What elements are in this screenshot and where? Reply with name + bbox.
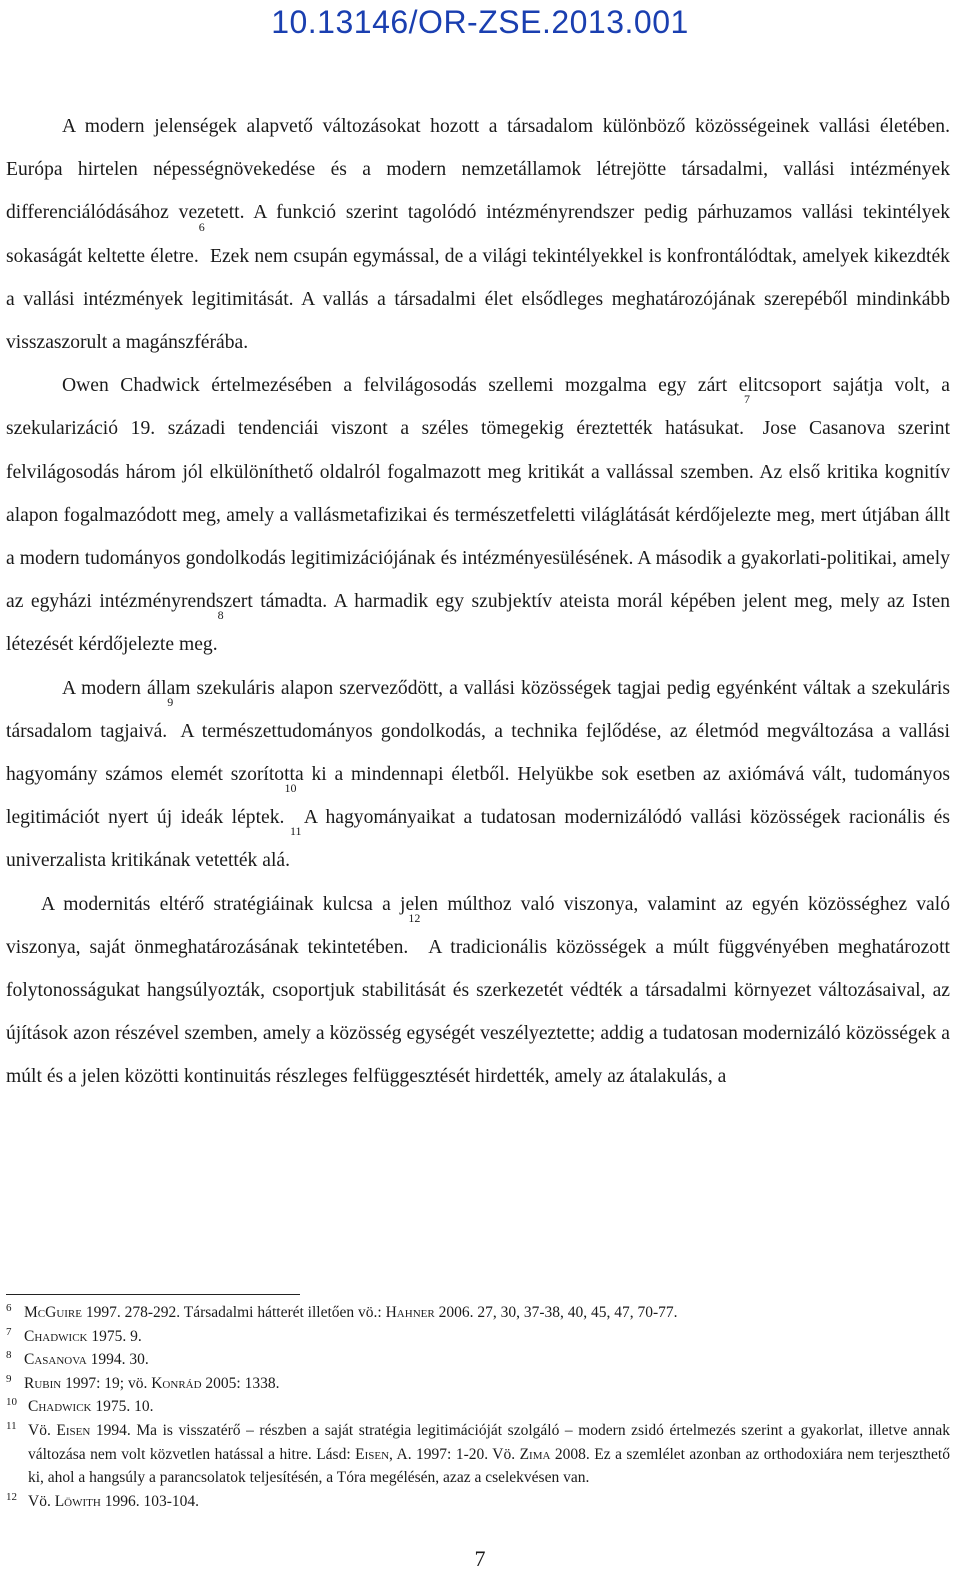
footnote: [6, 1301, 950, 1325]
text-run: 1994. Ma is visszatérő – részben a saját stratégia legitimációját szolgáló – modern zsidó értelmezés szerint a gyakorlat, illetve annak változása nem volt közvetlen hatással a hitre. Lásd:: [28, 1421, 950, 1463]
footnote-number: 7: [6, 1325, 12, 1338]
text-run: 1997. 278-292. Társadalmi hátterét illetően vö.:: [81, 1304, 386, 1321]
footnote-number: 10: [6, 1396, 17, 1409]
paragraph: [6, 667, 950, 883]
footnote-number: 6: [6, 1302, 12, 1314]
text-run: Ezek nem csupán egymással, de a világi tekintélyekkel is konfrontálódtak, amelyek kikezdték a vallási intézmények legitimitását. A vallás a társadalmi élet elsődleges meghatározójának szerepéből mindinkább visszaszorult a magánszférába.: [6, 245, 950, 354]
text-run: A modernitás eltérő stratégiáinak kulcsa a jelen múlthoz való viszonya, valamint az egyén közösséghez való viszonya, saját önmeghatározásának tekintetében.: [6, 893, 950, 958]
text-run: 2005: 1338.: [201, 1374, 280, 1392]
footnote-separator: [6, 1294, 300, 1295]
footnote: [6, 1419, 950, 1490]
footnote: [6, 1490, 950, 1514]
author-name: Löwith: [54, 1492, 101, 1510]
footnote-reference: 8: [217, 608, 224, 623]
text-run: 1997: 19; vö.: [61, 1374, 152, 1392]
text-run: 1994. 30.: [86, 1351, 149, 1369]
paragraph: [6, 883, 950, 1099]
author-name: Konrád: [151, 1374, 202, 1392]
author-name: McGuire: [24, 1304, 82, 1321]
footnote: [6, 1348, 950, 1372]
footnotes: [6, 1301, 950, 1513]
author-name: Rubin: [24, 1374, 62, 1392]
text-run: Vö.: [28, 1492, 55, 1510]
footnote-reference: 11: [290, 824, 302, 839]
paragraph: [6, 364, 950, 666]
author-name: Zima: [519, 1445, 551, 1463]
paragraph: [6, 105, 950, 364]
text-run: 2006. 27, 30, 37-38, 40, 45, 47, 70-77.: [434, 1304, 678, 1321]
footnote-reference: 6: [198, 219, 205, 234]
footnote-number: 9: [6, 1372, 12, 1385]
footnote-number: 8: [6, 1349, 12, 1362]
author-name: Eisen: [56, 1421, 91, 1439]
footnote: [6, 1395, 950, 1419]
text-run: A tradicionális közösségek a múlt függvényében meghatározott folytonosságukat hangsúlyozták, csoportjuk stabilitását és szerkezetét védték a társadalmi környezet változásaival, az újítások azon részével szemben, amely a közösség egységét veszélyeztette; addig a tudatosan modernizáló közösségek a múlt és a jelen közötti kontinuitás részleges felfüggesztését hirdették, amely az átalakulás, a: [6, 936, 950, 1088]
author-name: Casanova: [24, 1351, 87, 1369]
page-number: 7: [474, 1546, 486, 1571]
author-name: Chadwick: [24, 1327, 88, 1345]
footnote-number: 12: [6, 1490, 17, 1503]
text-run: 1996. 103-104.: [100, 1492, 199, 1510]
footnote-reference: 10: [284, 781, 297, 796]
text-run: 1975. 10.: [91, 1398, 154, 1416]
text-run: Owen Chadwick értelmezésében a felvilágosodás szellemi mozgalma egy zárt elitcsoport sajátja volt, a szekularizáció 19. századi tendenciái viszont a széles tömegekig éreztették hatásukat.: [6, 375, 950, 440]
footnote-reference: 7: [744, 392, 751, 407]
author-name: Chadwick: [28, 1398, 92, 1416]
footnote-reference: 12: [408, 910, 421, 925]
text-run: A modern jelenségek alapvető változásokat hozott a társadalom különböző közösségeinek vallási életében. Európa hirtelen népességnövekedése és a modern nemzetállamok létrejötte társadalmi, vallási intézmények differenciálódásához vezetett. A funkció szerint tagolódó intézményrendszer pedig párhuzamos vallási tekintélyek sokaságát keltette életre.: [6, 116, 950, 267]
author-name: Eisen: [355, 1445, 390, 1463]
text-run: A modern állam szekuláris alapon szerveződött, a vallási közösségek tagjai pedig egyénként váltak a szekuláris társadalom tagjaivá.: [6, 677, 950, 742]
doi-header[interactable]: 10.13146/OR-ZSE.2013.001: [271, 4, 689, 40]
footnote: [6, 1372, 950, 1396]
text-run: Jose Casanova szerint felvilágosodás három jól elkülöníthető oldalról fogalmazott meg kritikát a vallással szemben. Az első kritika kognitív alapon fogalmazódott meg, amely a vallásmetafizikai és természetfeletti világlátását kérdőjelezte meg, mert útjában állt a modern tudományos gondolkodás legitimizációjának és intézményesülésének. A második a gyakorlati-politikai, amely az egyházi intézményrendszert támadta. A harmadik egy szubjektív ateista morál képében jelent meg, mely az Isten létezését kérdőjelezte meg.: [6, 418, 951, 656]
text-run: , A. 1997: 1-20. Vö.: [389, 1445, 520, 1463]
text-run: A hagyományaikat a tudatosan modernizálódó vallási közösségek racionális és univerzalista kritikának vetették alá.: [6, 807, 950, 872]
footnote-reference: 9: [167, 694, 174, 709]
text-run: 1975. 9.: [87, 1327, 142, 1345]
author-name: Hahner: [385, 1304, 435, 1321]
text-run: 2008. Ez a szemlélet azonban az orthodoxiára nem terjeszthető ki, ahol a hangsúly a parancsolatok teljesítésén, a Tóra megélésén, azaz a cselekvésen van.: [28, 1445, 950, 1487]
footnote: [6, 1325, 950, 1349]
footnote-number: 11: [6, 1419, 17, 1432]
body-text: [6, 105, 950, 1099]
text-run: A természettudományos gondolkodás, a technika fejlődése, az életmód megváltozása a vallási hagyomány számos elemét szorította ki a mindennapi életből. Helyükbe sok esetben az axiómává vált, tudományos legitimációt nyert új ideák léptek.: [6, 720, 950, 829]
text-run: Vö.: [28, 1421, 57, 1439]
